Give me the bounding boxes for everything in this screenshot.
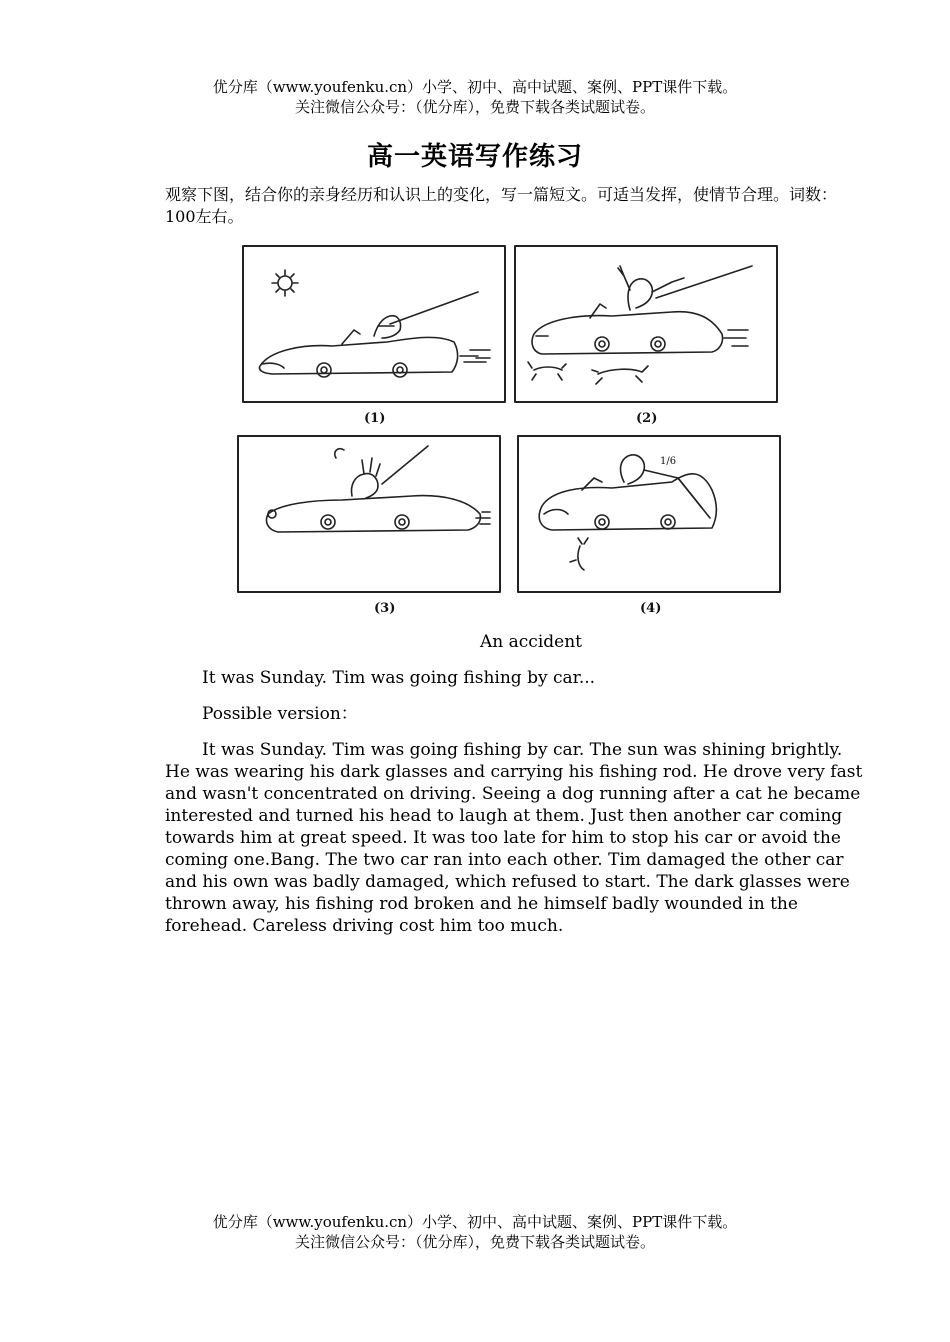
page-title: 高一英语写作练习	[366, 142, 583, 172]
panel-4-accident	[518, 436, 780, 592]
panel-label-4: (4)	[640, 601, 662, 616]
task-instructions: 观察下图，结合你的亲身经历和认识上的变化，写一篇短文。可适当发挥，使情节合理。词数：100左右。	[165, 185, 838, 226]
sample-essay: It was Sunday. Tim was going fishing by car. The sun was shining brightly. He was wearing his dark glasses and carrying his fishing rod. He drove very fast and wasn't concentrated on driving. Seeing a dog running after a cat he became interested and turned his head to laugh at them. Just then another car coming towards him at great speed. It was too late for him to stop his car or avoid the coming one.Bang. The two car ran into each other. Tim damaged the other car and his own was badly damaged, which refused to start. The dark glasses were thrown away, his fishing rod broken and he himself badly wounded in the forehead. Careless driving cost him too much.	[165, 740, 863, 936]
cartoon-illustration	[232, 238, 792, 628]
figure-caption: An accident	[480, 632, 582, 652]
panel-label-3: (3)	[374, 601, 396, 616]
page-header	[0, 77, 950, 117]
panel-label-2: (2)	[636, 411, 658, 426]
footer-line-1: 优分库（www.youfenku.cn）小学、初中、高中试题、案例、PPT课件下载。	[212, 1213, 738, 1231]
footer-line-2: 关注微信公众号：（优分库），免费下载各类试题试卷。	[294, 1233, 655, 1251]
scribble-note: 1/6	[660, 456, 677, 467]
page-footer	[0, 1212, 950, 1252]
possible-version-label: Possible version：	[202, 704, 358, 724]
header-line-1: 优分库（www.youfenku.cn）小学、初中、高中试题、案例、PPT课件下载。	[212, 78, 738, 96]
panel-3-distracted-driver	[238, 436, 500, 592]
sun-icon	[272, 270, 298, 296]
panel-1-sunny-drive	[243, 246, 505, 402]
essay-opening-line: It was Sunday. Tim was going fishing by car...	[202, 668, 596, 688]
panel-label-1: (1)	[364, 411, 386, 426]
panel-2-dog-chasing-cat	[515, 246, 777, 402]
header-line-2: 关注微信公众号：（优分库），免费下载各类试题试卷。	[294, 98, 655, 116]
